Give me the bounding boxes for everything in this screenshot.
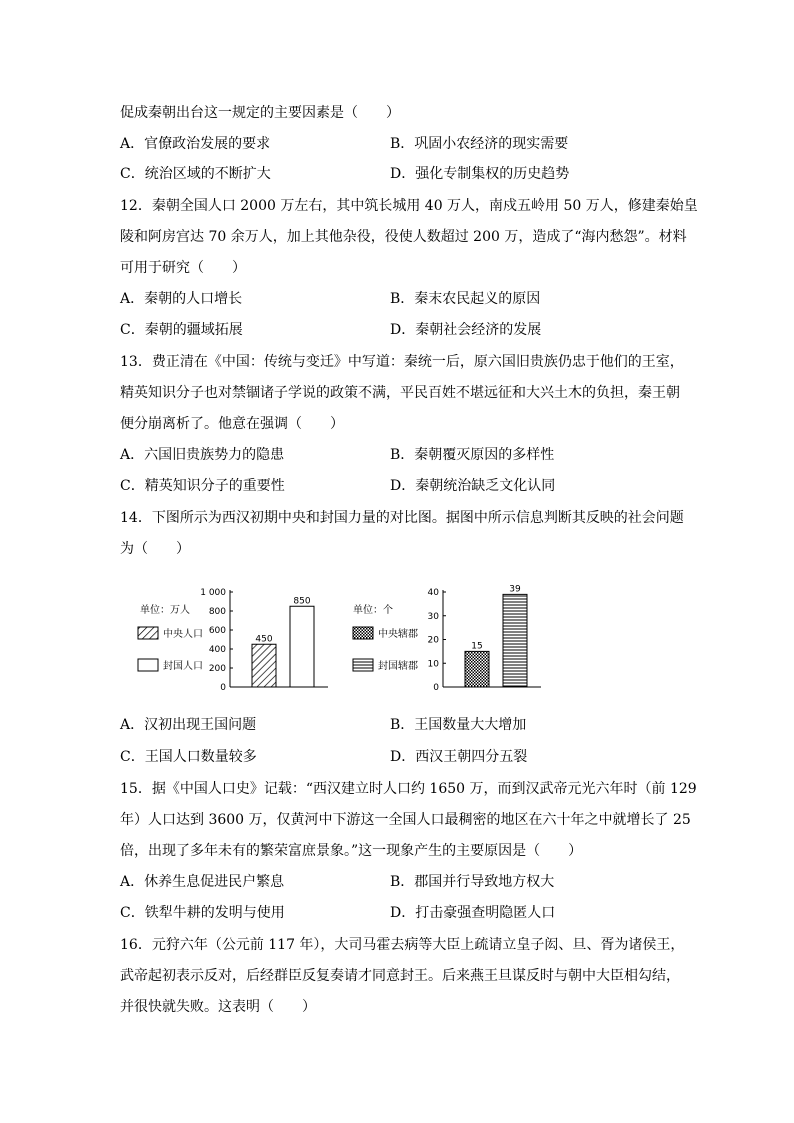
y-tick-label: 10 [427,659,439,670]
q14-option-c[interactable]: C．王国人口数量较多 [120,749,257,765]
question-16-stem-line-1: 16．元狩六年（公元前 117 年），大司马霍去病等大臣上疏请立皇子闳、旦、胥为诸侯王， [120,937,685,953]
q11-option-b[interactable]: B．巩固小农经济的现实需要 [390,136,569,152]
q13-option-b[interactable]: B．秦朝覆灭原因的多样性 [390,447,555,463]
q12-option-b[interactable]: B．秦末农民起义的原因 [390,291,541,307]
y-tick-label: 20 [427,635,439,646]
q15-option-a[interactable]: A．休养生息促进民户繁息 [120,874,285,890]
y-tick-label: 0 [220,683,226,693]
question-15-stem-line-1: 15．据《中国人口史》记载：“西汉建立时人口约 1650 万，而到汉武帝元光六年时（前 129 [120,781,697,797]
question-11-stem: 促成秦朝出台这一规定的主要因素是（ ） [120,105,400,121]
q13-option-d[interactable]: D．秦朝统治缺乏文化认同 [390,478,556,494]
question-12-stem-line-2: 陵和阿房宫达 70 余万人，加上其他杂役，役使人数超过 200 万，造成了“海内愁怨”。材料 [120,229,687,245]
question-15-stem-line-2: 年）人口达到 3600 万，仅黄河中下游这一全国人口最稠密的地区在六十年之中就增长了 25 [120,812,691,828]
bar-value-label: 450 [255,634,273,645]
y-tick-label: 30 [427,611,439,622]
q14-option-d[interactable]: D．西汉王朝四分五裂 [390,749,528,765]
q11-option-c[interactable]: C．统治区域的不断扩大 [120,166,271,182]
chart-1-unit-label: 单位：万人 [140,605,190,616]
legend-swatch-central-commanderies [353,627,373,639]
bar-1 [252,644,276,687]
bar-1 [465,651,489,687]
bar-2 [290,606,314,687]
question-13-stem-line-1: 13．费正清在《中国：传统与变迁》中写道：秦统一后，原六国旧贵族仍忠于他们的王室， [120,354,684,370]
question-14-stem-line-1: 14．下图所示为西汉初期中央和封国力量的对比图。据图中所示信息判断其反映的社会问题 [120,510,684,526]
chart-2-unit-label: 单位：个 [353,605,393,616]
q15-option-b[interactable]: B．郡国并行导致地方权大 [390,874,555,890]
q14-option-a[interactable]: A．汉初出现王国问题 [120,717,257,733]
question-14-stem-line-2: 为（ ） [120,541,190,557]
question-16-stem-line-3: 并很快就失败。这表明（ ） [120,999,316,1015]
legend-label-central-population: 中央人口 [163,629,203,640]
bar-value-label: 15 [471,641,483,652]
y-tick-label: 200 [208,664,226,674]
question-12-stem-line-3: 可用于研究（ ） [120,260,246,276]
q13-option-a[interactable]: A．六国旧贵族势力的隐患 [120,447,285,463]
q13-option-c[interactable]: C．精英知识分子的重要性 [120,478,285,494]
legend-swatch-central-population [138,627,158,639]
q11-option-d[interactable]: D．强化专制集权的历史趋势 [390,166,570,182]
y-tick-label: 800 [208,607,226,617]
q15-option-c[interactable]: C．铁犁牛耕的发明与使用 [120,905,285,921]
y-tick-label: 0 [433,683,439,693]
y-tick-label: 1 000 [200,588,226,598]
bar-value-label: 39 [509,584,521,595]
q12-option-d[interactable]: D．秦朝社会经济的发展 [390,322,542,338]
y-tick-label: 600 [208,626,226,636]
legend-label-fief-population: 封国人口 [163,661,203,672]
legend-swatch-fief-commanderies [353,659,373,671]
legend-swatch-fief-population [138,659,158,671]
q14-option-b[interactable]: B．王国数量大大增加 [390,717,527,733]
q15-option-d[interactable]: D．打击豪强查明隐匿人口 [390,905,556,921]
y-tick-label: 40 [427,588,439,598]
y-tick-label: 400 [208,645,226,655]
legend-label-central-commanderies: 中央辖郡 [378,629,418,640]
legend-label-fief-commanderies: 封国辖郡 [378,661,418,672]
chart-population [130,580,340,700]
question-12-stem-line-1: 12．秦朝全国人口 2000 万左右，其中筑长城用 40 万人，南戍五岭用 50 万人，修建秦始皇 [120,198,698,214]
q12-option-a[interactable]: A．秦朝的人口增长 [120,291,243,307]
q12-option-c[interactable]: C．秦朝的疆域拓展 [120,322,243,338]
question-16-stem-line-2: 武帝起初表示反对，后经群臣反复奏请才同意封王。后来燕王旦谋反时与朝中大臣相勾结， [120,968,680,984]
question-15-stem-line-3: 倍，出现了多年未有的繁荣富庶景象。”这一现象产生的主要原因是（ ） [120,843,583,859]
question-13-stem-line-3: 便分崩离析了。他意在强调（ ） [120,416,344,432]
bar-value-label: 850 [293,596,311,607]
bar-2 [503,594,527,687]
q11-option-a[interactable]: A．官僚政治发展的要求 [120,136,271,152]
question-13-stem-line-2: 精英知识分子也对禁锢诸子学说的政策不满，平民百姓不堪远征和大兴土木的负担，秦王朝 [120,385,680,401]
chart-commanderies [345,580,545,700]
